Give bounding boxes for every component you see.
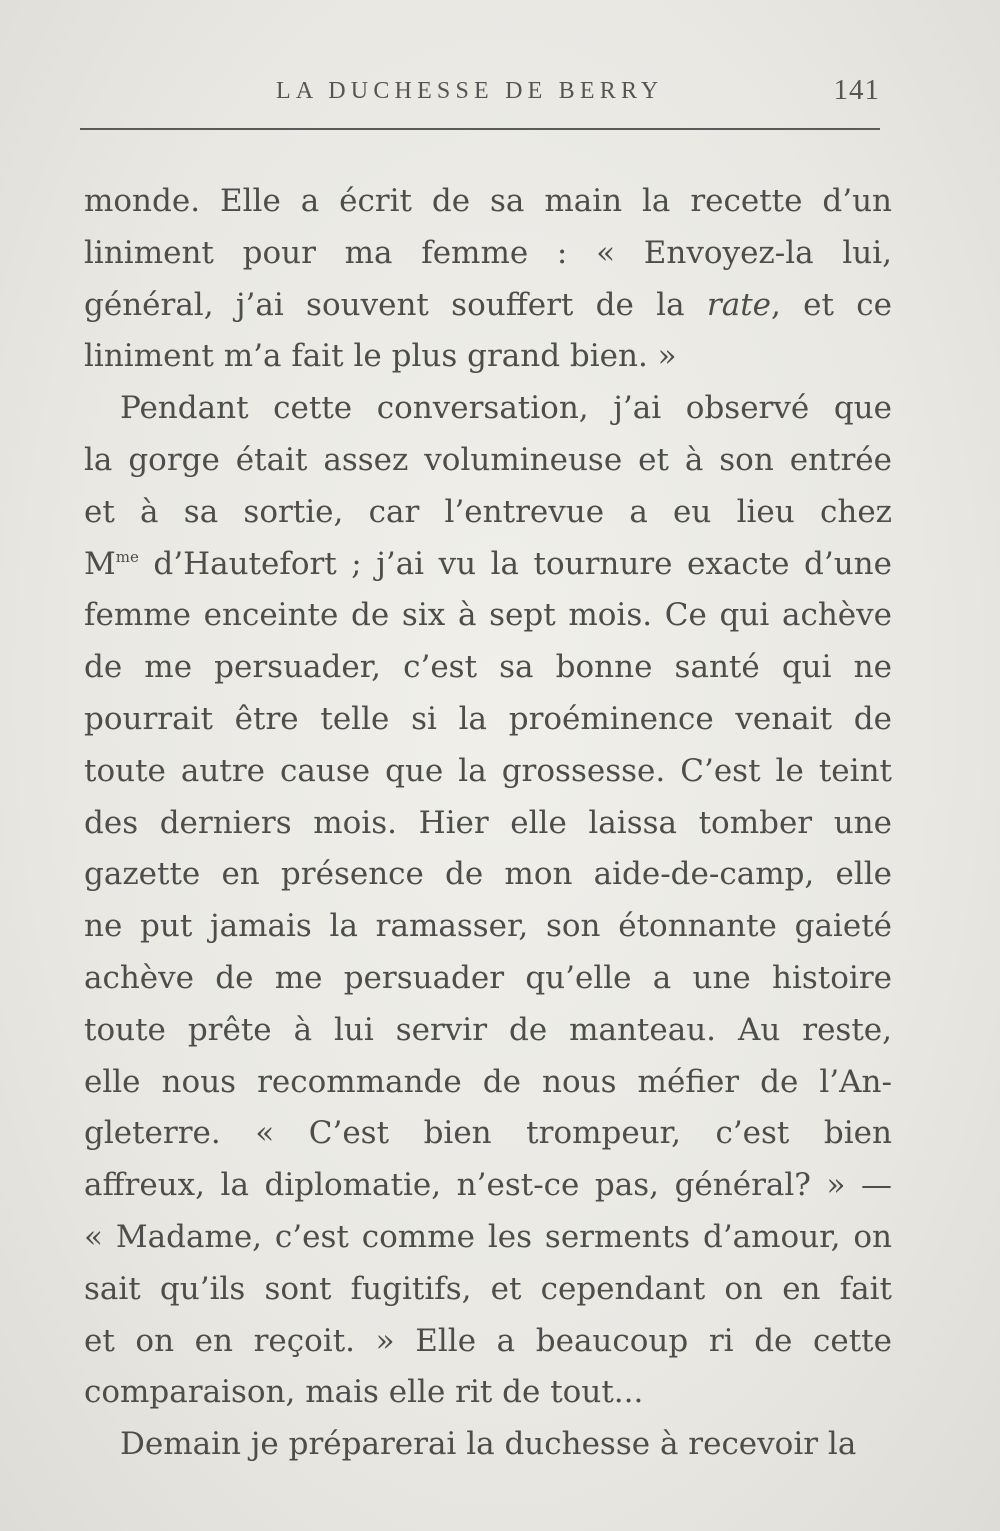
- text-line: achève de me persuader qu’elle a une histoire: [84, 959, 892, 996]
- text-line-end: , et ce: [771, 286, 892, 323]
- text-line: gazette en présence de mon aide-de-camp, elle: [84, 856, 892, 893]
- text-line: elle nous recommande de nous méfier de l’An-: [84, 1063, 892, 1100]
- text-line: femme enceinte de six à sept mois. Ce qui achève: [84, 597, 892, 634]
- text-line: ne put jamais la ramasser, son étonnante gaieté: [84, 908, 892, 945]
- paragraph-end-line: liniment m’a fait le plus grand bien. »: [84, 338, 677, 375]
- italic-word: rate: [706, 286, 771, 323]
- text-line: gleterre. « C’est bien trompeur, c’est bien: [84, 1115, 892, 1152]
- running-title: LA DUCHESSE DE BERRY: [276, 78, 664, 104]
- superscript-abbrev: me: [115, 547, 139, 566]
- paragraph-start-line: Demain je préparerai la duchesse à recevoir la: [120, 1426, 857, 1463]
- text-line-end: d’Hautefort ; j’ai vu la tournure exacte d’une: [138, 545, 892, 582]
- text-line: liniment pour ma femme : « Envoyez-la lui,: [84, 234, 892, 271]
- text-line: toute autre cause que la grossesse. C’est le teint: [84, 752, 892, 789]
- running-header: [80, 72, 880, 112]
- header-rule: [80, 128, 880, 130]
- text-line: sait qu’ils sont fugitifs, et cependant on en fait: [84, 1270, 892, 1307]
- text-line: des derniers mois. Hier elle laissa tomber une: [84, 804, 892, 841]
- page-number: 141: [833, 74, 880, 106]
- text-line: monde. Elle a écrit de sa main la recette d’un: [84, 183, 892, 219]
- paragraph-start-line: Pendant cette conversation, j’ai observé que: [120, 390, 892, 427]
- text-line: et on en reçoit. » Elle a beaucoup ri de cette: [84, 1322, 892, 1359]
- text-line: [84, 280, 892, 332]
- text-line-start: général, j’ai souvent souffert de la: [84, 286, 707, 323]
- text-line-start: M: [84, 545, 116, 582]
- text-line: affreux, la diplomatie, n’est-ce pas, général? » —: [84, 1167, 892, 1204]
- body-text: [84, 176, 892, 1471]
- text-line: pourrait être telle si la proéminence venait de: [84, 700, 892, 737]
- text-line: « Madame, c’est comme les serments d’amour, on: [84, 1218, 892, 1255]
- text-line: toute prête à lui servir de manteau. Au reste,: [84, 1011, 892, 1048]
- text-line: [84, 539, 892, 591]
- text-line: de me persuader, c’est sa bonne santé qui ne: [84, 649, 892, 686]
- paragraph-end-line: comparaison, mais elle rit de tout...: [84, 1374, 644, 1411]
- text-line: la gorge était assez volumineuse et à son entrée: [84, 441, 892, 478]
- text-line: et à sa sortie, car l’entrevue a eu lieu chez: [84, 493, 892, 530]
